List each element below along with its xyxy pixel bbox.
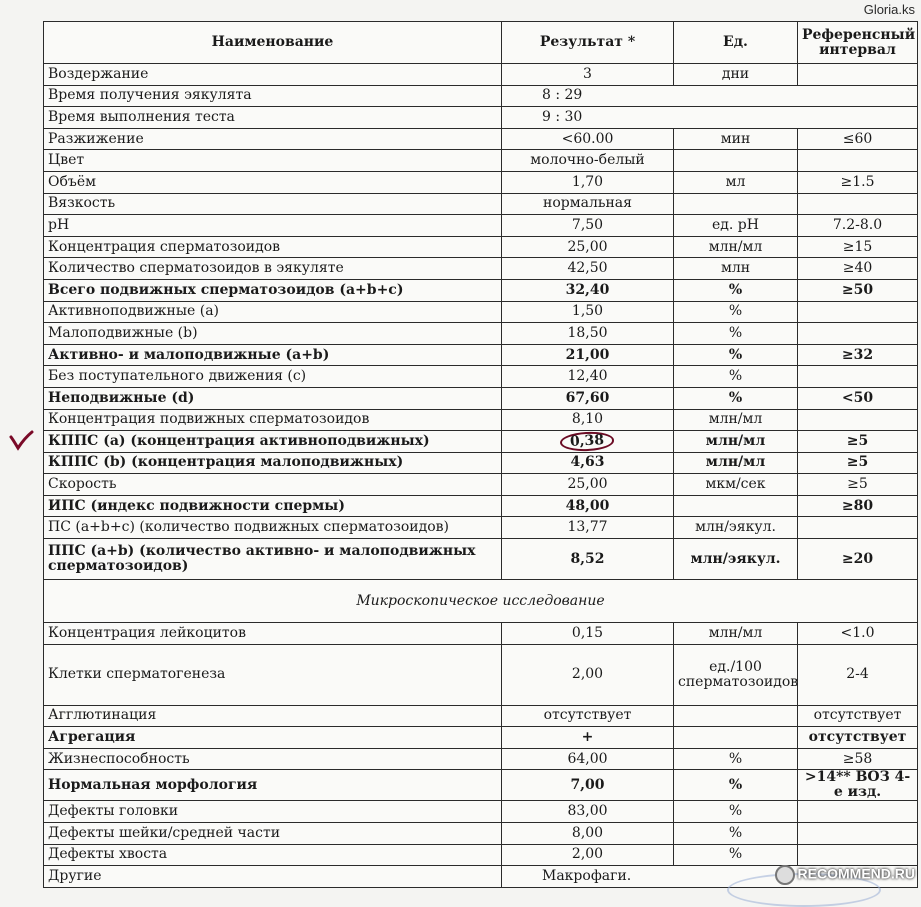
- row-reference: 7.2-8.0: [798, 215, 918, 237]
- row-name: Цвет: [44, 150, 502, 172]
- row-name: ПС (a+b+c) (количество подвижных сперматозоидов): [44, 517, 502, 539]
- section-title: Микроскопическое исследование: [44, 580, 918, 623]
- table-row: [44, 323, 918, 345]
- row-unit: мин: [674, 128, 798, 150]
- table-row: [44, 431, 918, 453]
- row-unit: %: [674, 301, 798, 323]
- row-unit: млн: [674, 258, 798, 280]
- row-unit: %: [674, 770, 798, 801]
- row-result: [502, 431, 674, 453]
- row-reference: ≥15: [798, 236, 918, 258]
- row-result: 25,00: [502, 474, 674, 496]
- row-result: молочно-белый: [502, 150, 674, 172]
- row-result: Макрофаги.: [502, 866, 918, 888]
- table-row: [44, 644, 918, 705]
- row-reference: <50: [798, 387, 918, 409]
- row-reference: [798, 64, 918, 86]
- row-result: 42,50: [502, 258, 674, 280]
- section-row: [44, 580, 918, 623]
- row-name: ППС (a+b) (количество активно- и малоподвижных сперматозоидов): [44, 539, 502, 580]
- row-reference: отсутствует: [798, 727, 918, 749]
- row-reference: [798, 409, 918, 431]
- row-name: Неподвижные (d): [44, 387, 502, 409]
- row-unit: [674, 727, 798, 749]
- table-row: [44, 623, 918, 645]
- row-reference: ≥5: [798, 431, 918, 453]
- table-row: [44, 539, 918, 580]
- row-reference: ≥5: [798, 474, 918, 496]
- row-unit: %: [674, 366, 798, 388]
- row-name: Дефекты шейки/средней части: [44, 823, 502, 845]
- table-row: [44, 258, 918, 280]
- row-unit: %: [674, 279, 798, 301]
- row-unit: млн/мл: [674, 409, 798, 431]
- semen-analysis-table: [43, 21, 918, 888]
- row-name: pH: [44, 215, 502, 237]
- table-row: [44, 193, 918, 215]
- row-result: 8 : 29: [502, 85, 918, 107]
- row-name: Объём: [44, 171, 502, 193]
- row-reference: [798, 150, 918, 172]
- table-row: [44, 748, 918, 770]
- row-name: Концентрация подвижных сперматозоидов: [44, 409, 502, 431]
- watermark-top: Gloria.ks: [863, 2, 915, 17]
- row-reference: ≥1.5: [798, 171, 918, 193]
- table-row: [44, 85, 918, 107]
- row-result: 48,00: [502, 495, 674, 517]
- row-result: 32,40: [502, 279, 674, 301]
- row-reference: ≥80: [798, 495, 918, 517]
- row-unit: млн/эякул.: [674, 517, 798, 539]
- row-reference: ≥50: [798, 279, 918, 301]
- row-result: нормальная: [502, 193, 674, 215]
- row-name: Клетки сперматогенеза: [44, 644, 502, 705]
- row-unit: млн/эякул.: [674, 539, 798, 580]
- table-row: [44, 844, 918, 866]
- row-unit: млн/мл: [674, 452, 798, 474]
- row-name: Другие: [44, 866, 502, 888]
- row-unit: %: [674, 344, 798, 366]
- row-reference: >14** ВОЗ 4-е изд.: [798, 770, 918, 801]
- row-name: Скорость: [44, 474, 502, 496]
- row-reference: отсутствует: [798, 705, 918, 727]
- column-header-name: Наименование: [44, 22, 502, 64]
- watermark-bottom: [775, 865, 915, 885]
- row-result: отсутствует: [502, 705, 674, 727]
- table-row: [44, 705, 918, 727]
- table-row: [44, 801, 918, 823]
- row-unit: дни: [674, 64, 798, 86]
- table-row: [44, 517, 918, 539]
- row-unit: млн/мл: [674, 431, 798, 453]
- row-unit: мл: [674, 171, 798, 193]
- row-unit: %: [674, 823, 798, 845]
- row-result: 9 : 30: [502, 107, 918, 129]
- row-unit: ед./100 сперматозоидов: [674, 644, 798, 705]
- row-reference: [798, 844, 918, 866]
- row-reference: [798, 323, 918, 345]
- table-row: [44, 64, 918, 86]
- row-name: Агрегация: [44, 727, 502, 749]
- row-unit: мкм/сек: [674, 474, 798, 496]
- row-reference: <1.0: [798, 623, 918, 645]
- row-reference: [798, 193, 918, 215]
- row-unit: млн/мл: [674, 236, 798, 258]
- row-result: 21,00: [502, 344, 674, 366]
- row-result: 13,77: [502, 517, 674, 539]
- row-reference: ≥20: [798, 539, 918, 580]
- table-row: [44, 770, 918, 801]
- row-result: 18,50: [502, 323, 674, 345]
- row-name: Нормальная морфология: [44, 770, 502, 801]
- recommend-logo-icon: [775, 865, 795, 885]
- row-name: Активно- и малоподвижные (a+b): [44, 344, 502, 366]
- row-name: Без поступательного движения (c): [44, 366, 502, 388]
- table-row: [44, 215, 918, 237]
- row-result: 12,40: [502, 366, 674, 388]
- table-row: [44, 452, 918, 474]
- row-result: 4,63: [502, 452, 674, 474]
- row-name: Количество сперматозоидов в эякуляте: [44, 258, 502, 280]
- table-row: [44, 474, 918, 496]
- row-result: 2,00: [502, 644, 674, 705]
- watermark-bottom-text: RECOMMEND.RU: [797, 865, 915, 882]
- row-name: КППС (a) (концентрация активноподвижных): [44, 431, 502, 453]
- row-reference: [798, 301, 918, 323]
- row-name: Время получения эякулята: [44, 85, 502, 107]
- row-result: 8,52: [502, 539, 674, 580]
- row-name: Жизнеспособность: [44, 748, 502, 770]
- row-result: 1,70: [502, 171, 674, 193]
- row-name: Дефекты хвоста: [44, 844, 502, 866]
- row-unit: %: [674, 801, 798, 823]
- row-reference: [798, 823, 918, 845]
- row-result: +: [502, 727, 674, 749]
- row-name: Концентрация сперматозоидов: [44, 236, 502, 258]
- handwritten-check-mark-icon: [8, 430, 34, 452]
- row-reference: [798, 366, 918, 388]
- row-result: <60.00: [502, 128, 674, 150]
- row-reference: ≥32: [798, 344, 918, 366]
- row-unit: [674, 705, 798, 727]
- row-reference: 2-4: [798, 644, 918, 705]
- table-row: [44, 128, 918, 150]
- row-name: Разжижение: [44, 128, 502, 150]
- row-result: 0,15: [502, 623, 674, 645]
- table-row: [44, 387, 918, 409]
- row-unit: ед. pH: [674, 215, 798, 237]
- row-result: 8,00: [502, 823, 674, 845]
- row-unit: млн/мл: [674, 623, 798, 645]
- table-row: [44, 236, 918, 258]
- row-name: Всего подвижных сперматозоидов (a+b+c): [44, 279, 502, 301]
- row-unit: [674, 495, 798, 517]
- table-row: [44, 727, 918, 749]
- row-name: Дефекты головки: [44, 801, 502, 823]
- row-name: Активноподвижные (a): [44, 301, 502, 323]
- row-result: 64,00: [502, 748, 674, 770]
- table-row: [44, 301, 918, 323]
- column-header-result: Результат *: [502, 22, 674, 64]
- row-name: КППС (b) (концентрация малоподвижных): [44, 452, 502, 474]
- row-result: 25,00: [502, 236, 674, 258]
- row-result: 1,50: [502, 301, 674, 323]
- row-name: ИПС (индекс подвижности спермы): [44, 495, 502, 517]
- column-header-unit: Ед.: [674, 22, 798, 64]
- row-unit: %: [674, 844, 798, 866]
- row-reference: ≥40: [798, 258, 918, 280]
- column-header-reference: Референсный интервал: [798, 22, 918, 64]
- row-reference: ≥58: [798, 748, 918, 770]
- table-row: [44, 107, 918, 129]
- row-result: 3: [502, 64, 674, 86]
- table-row: [44, 409, 918, 431]
- table-header-row: [44, 22, 918, 64]
- table-row: [44, 495, 918, 517]
- table-row: [44, 171, 918, 193]
- row-result: 7,00: [502, 770, 674, 801]
- row-name: Агглютинация: [44, 705, 502, 727]
- row-name: Воздержание: [44, 64, 502, 86]
- row-name: Концентрация лейкоцитов: [44, 623, 502, 645]
- table-row: [44, 344, 918, 366]
- row-reference: [798, 801, 918, 823]
- row-name: Малоподвижные (b): [44, 323, 502, 345]
- row-reference: ≤60: [798, 128, 918, 150]
- table-row: [44, 823, 918, 845]
- row-unit: %: [674, 387, 798, 409]
- row-name: Время выполнения теста: [44, 107, 502, 129]
- row-result: 8,10: [502, 409, 674, 431]
- row-name: Вязкость: [44, 193, 502, 215]
- table-row: [44, 279, 918, 301]
- row-reference: ≥5: [798, 452, 918, 474]
- circled-result-value: 0,38: [560, 430, 615, 452]
- row-unit: %: [674, 748, 798, 770]
- row-unit: [674, 150, 798, 172]
- row-reference: [798, 517, 918, 539]
- row-result: 83,00: [502, 801, 674, 823]
- row-result: 67,60: [502, 387, 674, 409]
- row-unit: [674, 193, 798, 215]
- row-result: 7,50: [502, 215, 674, 237]
- table-row: [44, 150, 918, 172]
- row-unit: %: [674, 323, 798, 345]
- table-row: [44, 366, 918, 388]
- row-result: 2,00: [502, 844, 674, 866]
